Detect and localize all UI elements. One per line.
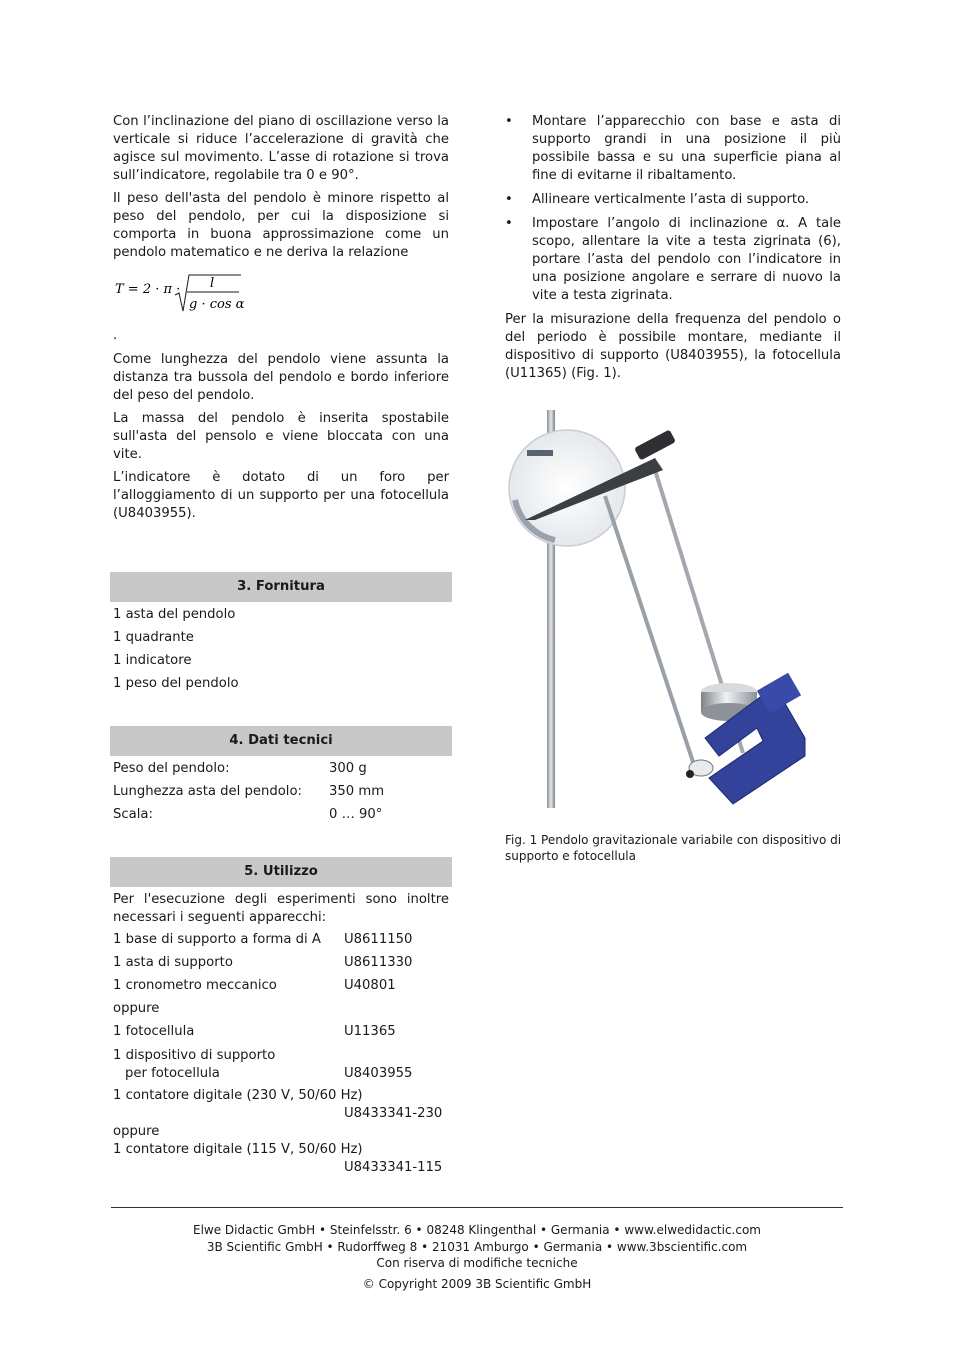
list-item: • Montare l’apparecchio con base e asta di supporto grandi in una posizione il più possibile bassa e su una superficie piana al fine di evitarne il ribaltamento. <box>505 113 841 185</box>
equipment-code: U8611150 <box>344 932 413 947</box>
usage-intro: Per l'esecuzione degli esperimenti sono inoltre necessari i seguenti apparecchi: <box>113 892 449 925</box>
list-item: 1 indicatore <box>113 653 192 668</box>
paragraph-rod-weight: Il peso dell'asta del pendolo è minore rispetto al peso del pendolo, per cui la disposizione si comporta in buona approssimazione come un pendolo matematico e ne deriva la relazione <box>113 191 449 260</box>
paragraph-indicator: L’indicatore è dotato di un foro per l’alloggiamento di un supporto per una fotocellula (U8403955). <box>113 470 449 521</box>
spec-row <box>113 780 449 803</box>
dial-logo <box>527 450 553 456</box>
indicator-knob <box>634 429 676 460</box>
holder-line-2: per fotocellula <box>125 1066 220 1081</box>
list-item: 1 quadrante <box>113 630 194 645</box>
footer-copyright: © Copyright 2009 3B Scientific GmbH <box>362 1276 592 1291</box>
holder-line-1: 1 dispositivo di supporto <box>113 1048 276 1063</box>
spec-value: 0 … 90° <box>329 807 383 822</box>
equipment-code: U11365 <box>344 1024 396 1039</box>
footer-line-notice: Con riserva di modifiche tecniche <box>376 1256 578 1270</box>
spec-label: Scala: <box>113 807 153 822</box>
equipment-row <box>113 1083 449 1123</box>
equipment-row <box>113 975 449 998</box>
equipment-row <box>113 1141 449 1177</box>
list-item: • Impostare l’angolo di inclinazione α. A tale scopo, allentare la vite a testa zigrinata (6), portare l’asta del pendolo con l’indicatore in una posizione angolare e serrare di nuovo la vite a testa zigrinata. <box>505 215 841 305</box>
equipment-code: U8611330 <box>344 955 413 970</box>
footer <box>111 1222 843 1292</box>
spec-label: Lunghezza asta del pendolo: <box>113 784 302 799</box>
counter-230-code: U8433341-230 <box>344 1106 443 1121</box>
counter-115-code: U8433341-115 <box>344 1160 443 1175</box>
formula-numerator: l <box>210 276 215 291</box>
section-header-utilizzo: 5. Utilizzo <box>110 857 452 887</box>
equipment-row <box>113 1021 449 1044</box>
pendulum-illustration <box>505 408 835 810</box>
section-header-dati-tecnici: 4. Dati tecnici <box>110 726 452 756</box>
formula-dot: . <box>113 328 118 343</box>
spec-row <box>113 757 449 780</box>
right-column <box>505 113 841 388</box>
left-column <box>113 113 449 1177</box>
instruction-list <box>505 113 841 305</box>
list-item: • Allineare verticalmente l’asta di supporto. <box>505 191 841 209</box>
equipment-row <box>113 929 449 952</box>
spec-value: 300 g <box>329 761 367 776</box>
equipment-name: 1 cronometro meccanico <box>113 978 277 993</box>
list-item: 1 asta del pendolo <box>113 607 236 622</box>
holder-screw <box>686 770 694 778</box>
section-header-fornitura: 3. Fornitura <box>110 572 452 602</box>
equipment-name: 1 fotocellula <box>113 1024 195 1039</box>
equipment-name <box>113 1047 344 1083</box>
footer-line-3b: 3B Scientific GmbH • Rudorffweg 8 • 21031 Amburgo • Germania • www.3bscientific.com <box>206 1239 748 1254</box>
formula-graphic <box>113 267 253 323</box>
paragraph-length: Come lunghezza del pendolo viene assunta la distanza tra bussola del pendolo e bordo inferiore del peso del pendolo. <box>113 352 449 403</box>
figure-caption: Fig. 1 Pendolo gravitazionale variabile con dispositivo di supporto e fotocellula <box>505 833 842 863</box>
counter-230-label: 1 contatore digitale (230 V, 50/60 Hz) <box>113 1088 363 1103</box>
formula-lhs: T = 2 · π · <box>115 282 181 297</box>
formula-denominator: g · cos α <box>189 297 245 312</box>
paragraph-inclination: Con l’inclinazione del piano di oscillazione verso la verticale si riduce l’accelerazione di gravità che agisce sul movimento. L’asse di rotazione si trova sull’indicatore, regolabile tra 0 e 90°. <box>113 114 449 183</box>
paragraph-mass: La massa del pendolo è inserita spostabile sull'asta del pensolo e viene bloccata con una vite. <box>113 411 449 462</box>
spec-row <box>113 803 449 826</box>
footer-divider <box>111 1207 843 1208</box>
equipment-row <box>113 952 449 975</box>
equipment-code: U40801 <box>344 978 396 993</box>
spec-value: 350 mm <box>329 784 385 799</box>
pendulum-rod <box>605 496 695 768</box>
equipment-row <box>113 1044 449 1083</box>
footer-line-elwe: Elwe Didactic GmbH • Steinfelsstr. 6 • 08248 Klingenthal • Germania • www.elwedidactic.com <box>192 1223 761 1237</box>
or-label: oppure <box>113 1124 160 1139</box>
counter-115-label: 1 contatore digitale (115 V, 50/60 Hz) <box>113 1142 363 1157</box>
equipment-name: oppure <box>113 1001 160 1016</box>
equipment-name: 1 base di supporto a forma di A <box>113 932 321 947</box>
equipment-row <box>113 998 449 1021</box>
pendulum-apparatus-photo <box>505 408 835 810</box>
paragraph-measurement: Per la misurazione della frequenza del pendolo o del periodo è possibile montare, mediante il dispositivo di supporto (U8403955), la fotocellula (U11365) (Fig. 1). <box>505 312 841 381</box>
spec-label: Peso del pendolo: <box>113 761 230 776</box>
equipment-code: U8403955 <box>344 1066 413 1081</box>
pendulum-formula <box>113 267 449 323</box>
list-item: 1 peso del pendolo <box>113 676 239 691</box>
equipment-name: 1 asta di supporto <box>113 955 233 970</box>
